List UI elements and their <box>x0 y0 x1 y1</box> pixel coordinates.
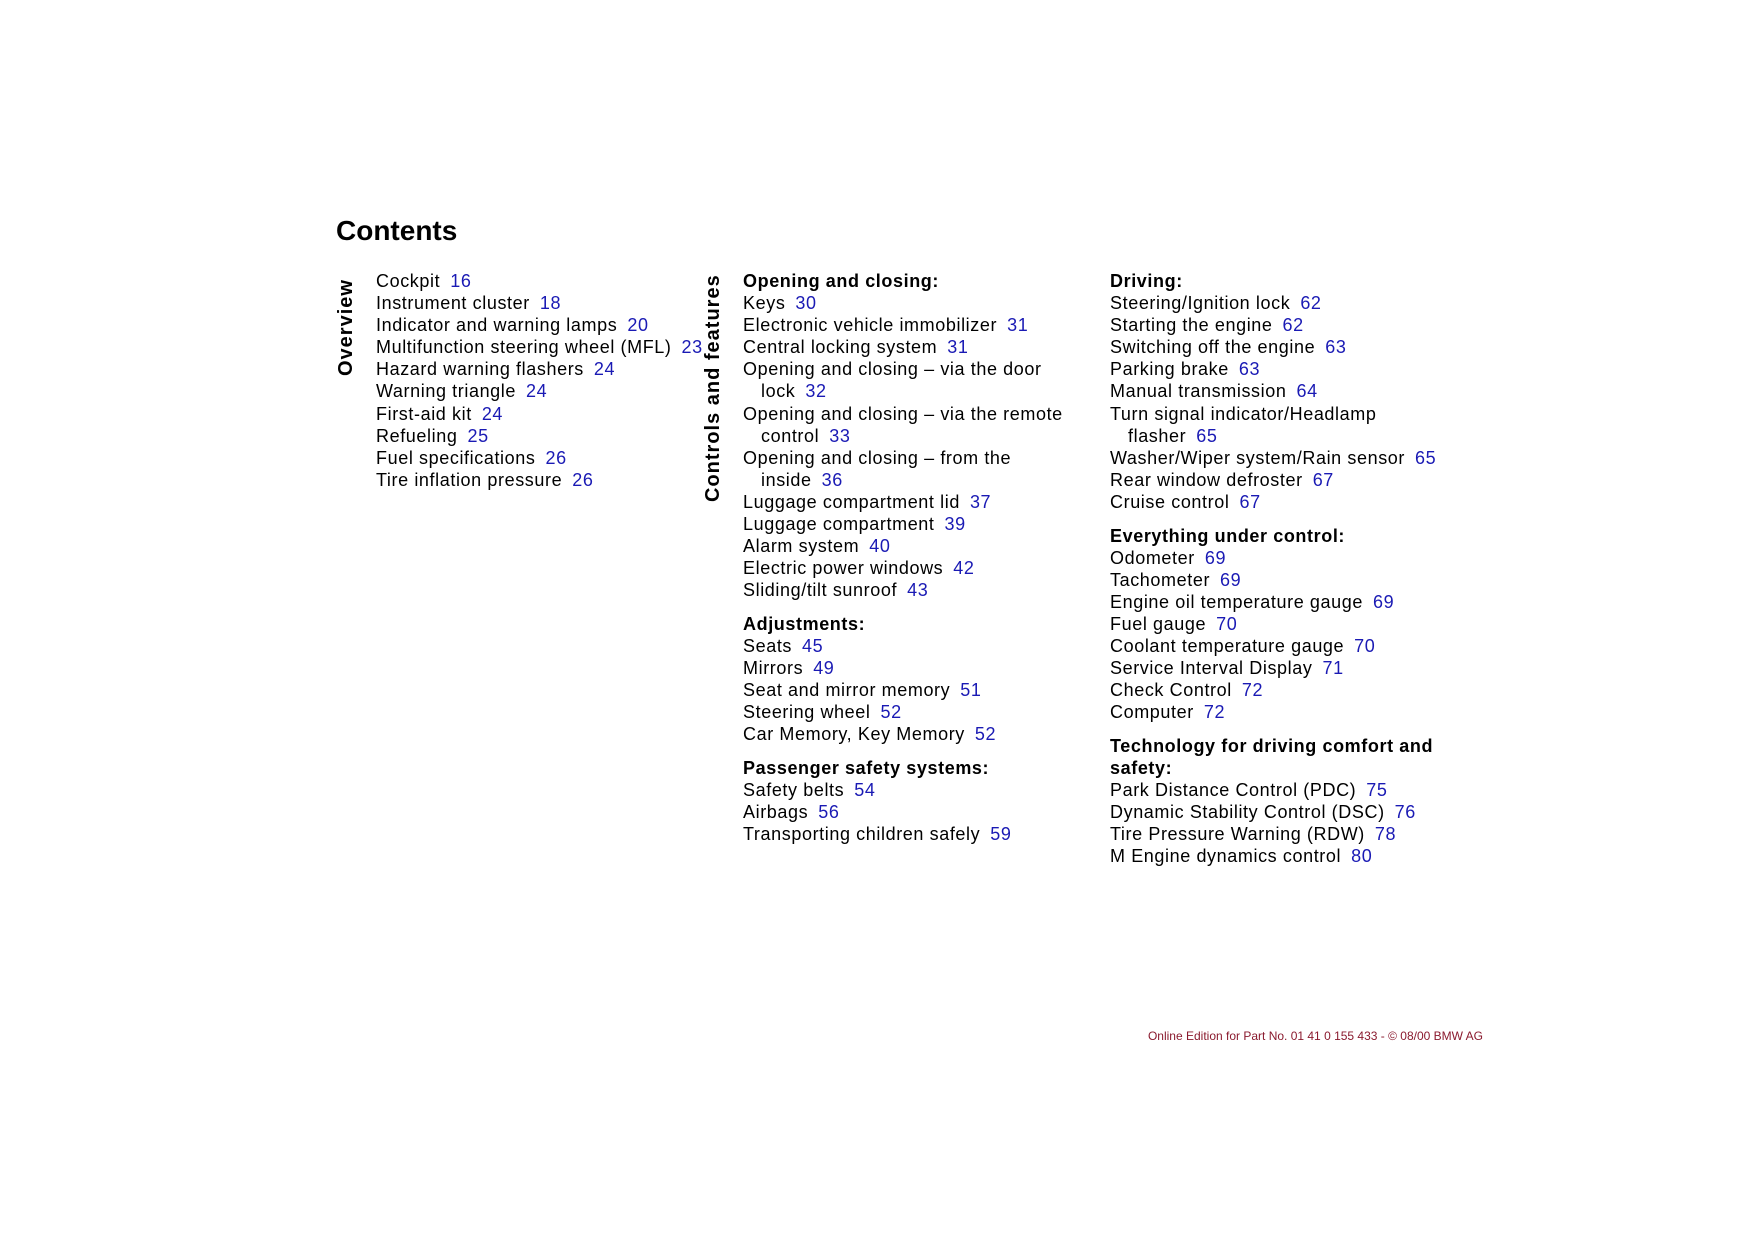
toc-entry-title: Rear window defroster <box>1110 469 1303 490</box>
toc-entry-title: Steering/Ignition lock <box>1110 293 1291 314</box>
toc-entry <box>376 358 706 380</box>
toc-group <box>1110 270 1440 513</box>
toc-entry-page-link[interactable]: 76 <box>1394 802 1416 823</box>
toc-entry-page-link[interactable]: 80 <box>1351 846 1373 867</box>
toc-entry-page-link[interactable]: 71 <box>1322 658 1344 679</box>
toc-entry <box>743 336 1073 358</box>
toc-entry <box>1110 801 1440 823</box>
toc-entry <box>743 635 1073 657</box>
toc-group-heading: Driving: <box>1110 271 1183 291</box>
toc-entry-page-link[interactable]: 70 <box>1216 613 1238 634</box>
toc-entry-page-link[interactable]: 65 <box>1196 425 1218 446</box>
toc-entry-page-link[interactable]: 25 <box>467 425 489 446</box>
toc-entry <box>743 491 1073 513</box>
toc-entry-page-link[interactable]: 63 <box>1325 337 1347 358</box>
toc-group-heading: Opening and closing: <box>743 271 939 291</box>
toc-entry-page-link[interactable]: 32 <box>805 381 827 402</box>
toc-entry-title: Computer <box>1110 702 1194 723</box>
toc-entry-page-link[interactable]: 65 <box>1415 447 1437 468</box>
toc-entry-page-link[interactable]: 54 <box>854 780 876 801</box>
toc-entry-title: Service Interval Display <box>1110 658 1313 679</box>
toc-entry <box>376 425 706 447</box>
toc-entry <box>1110 292 1440 314</box>
toc-entry-title: Cockpit <box>376 271 441 291</box>
toc-entry-page-link[interactable]: 31 <box>947 337 969 358</box>
toc-entry <box>1110 635 1440 657</box>
toc-entry-title: Car Memory, Key Memory <box>743 724 965 745</box>
toc-entry-page-link[interactable]: 16 <box>450 271 472 291</box>
toc-entry-title: Tire inflation pressure <box>376 469 563 490</box>
toc-entry-page-link[interactable]: 62 <box>1282 315 1304 336</box>
toc-entry-page-link[interactable]: 26 <box>545 447 567 468</box>
toc-entry-page-link[interactable]: 24 <box>481 403 504 424</box>
toc-entry-page-link[interactable]: 62 <box>1300 293 1322 314</box>
toc-entry-page-link[interactable]: 36 <box>821 469 843 490</box>
toc-entry <box>1110 779 1440 801</box>
toc-entry <box>376 314 706 336</box>
toc-entry-page-link[interactable]: 64 <box>1296 381 1318 402</box>
toc-entry <box>1110 701 1440 723</box>
toc-entry-page-link[interactable]: 69 <box>1204 547 1227 568</box>
toc-entry-title: Tire Pressure Warning (RDW) <box>1110 824 1365 845</box>
toc-entry <box>1110 380 1440 402</box>
toc-entry-page-link[interactable]: 78 <box>1374 824 1397 845</box>
section-label-controls: Controls and features <box>702 274 724 502</box>
toc-entry-title: Opening and closing – from the inside <box>743 447 1012 490</box>
toc-entry-title: Parking brake <box>1110 359 1229 380</box>
toc-entry-page-link[interactable]: 72 <box>1241 680 1264 701</box>
toc-entry-title: Park Distance Control (PDC) <box>1110 780 1357 801</box>
toc-entry-title: Fuel specifications <box>376 447 536 468</box>
toc-entry-title: Safety belts <box>743 780 845 801</box>
toc-entry-title: Indicator and warning lamps <box>376 315 618 336</box>
toc-entry <box>1110 403 1440 447</box>
toc-entry <box>1110 679 1440 701</box>
toc-entry-title: Multifunction steering wheel (MFL) <box>376 337 672 358</box>
toc-entry <box>743 557 1073 579</box>
toc-entry-page-link[interactable]: 69 <box>1372 591 1395 612</box>
toc-entry <box>376 447 706 469</box>
toc-entry-page-link[interactable]: 26 <box>572 469 594 490</box>
toc-group <box>743 613 1073 746</box>
toc-entry-title: Washer/Wiper system/Rain sensor <box>1110 447 1406 468</box>
toc-entry-page-link[interactable]: 67 <box>1239 491 1261 512</box>
toc-entry <box>743 801 1073 823</box>
toc-entry-title: Tachometer <box>1110 569 1211 590</box>
toc-group-heading: Technology for driving comfort and safety: <box>1110 735 1434 778</box>
toc-entry-page-link[interactable]: 63 <box>1238 359 1261 380</box>
toc-entry-page-link[interactable]: 75 <box>1366 780 1388 801</box>
toc-entry-title: Instrument cluster <box>376 293 530 314</box>
toc-entry-page-link[interactable]: 37 <box>969 491 992 512</box>
toc-entry <box>743 447 1073 491</box>
toc-entry-page-link[interactable]: 52 <box>880 702 902 723</box>
toc-entry <box>743 579 1073 601</box>
toc-entry-title: Fuel gauge <box>1110 613 1207 634</box>
toc-entry <box>376 292 706 314</box>
toc-entry-page-link[interactable]: 33 <box>829 425 851 446</box>
toc-entry <box>1110 823 1440 845</box>
toc-entry-page-link[interactable]: 45 <box>802 636 824 656</box>
toc-entry-page-link[interactable]: 43 <box>907 580 929 601</box>
toc-entry <box>1110 469 1440 491</box>
toc-entry-title: Luggage compartment <box>743 514 935 535</box>
toc-entry <box>1110 491 1440 513</box>
toc-entry-page-link[interactable]: 56 <box>818 802 840 823</box>
toc-entry <box>743 823 1073 845</box>
toc-entry-title: Switching off the engine <box>1110 337 1316 358</box>
toc-entry <box>1110 547 1440 569</box>
toc-entry-title: Odometer <box>1110 547 1195 568</box>
toc-entry <box>376 380 706 402</box>
toc-entry-page-link[interactable]: 69 <box>1220 569 1242 590</box>
toc-entry-page-link[interactable]: 42 <box>953 558 975 579</box>
toc-entry <box>743 292 1073 314</box>
toc-column-1 <box>376 270 706 491</box>
toc-entry-title: Check Control <box>1110 680 1232 701</box>
toc-entry-page-link[interactable]: 30 <box>795 293 817 314</box>
toc-entry <box>1110 569 1440 591</box>
toc-entry <box>743 314 1073 336</box>
toc-entry <box>743 723 1073 745</box>
toc-entry <box>1110 336 1440 358</box>
toc-entry-title: Transporting children safely <box>743 824 981 845</box>
toc-entry-title: Refueling <box>376 425 458 446</box>
toc-entry-title: Mirrors <box>743 658 804 679</box>
toc-column-2 <box>743 270 1073 845</box>
toc-entry-title: Central locking system <box>743 337 938 358</box>
toc-entry-page-link[interactable]: 24 <box>526 381 548 402</box>
toc-entry-page-link[interactable]: 39 <box>944 514 966 535</box>
toc-entry-page-link[interactable]: 31 <box>1007 315 1029 336</box>
toc-group-heading: Adjustments: <box>743 613 866 634</box>
toc-entry-title: Keys <box>743 293 786 314</box>
toc-entry <box>743 358 1073 402</box>
toc-entry-page-link[interactable]: 40 <box>869 536 891 557</box>
toc-entry-title: Coolant temperature gauge <box>1110 636 1345 656</box>
toc-entry-title: Electronic vehicle immobilizer <box>743 315 998 336</box>
toc-entry-title: Cruise control <box>1110 491 1230 512</box>
toc-entry-title: Electric power windows <box>743 558 944 579</box>
toc-entry-page-link[interactable]: 24 <box>593 359 616 380</box>
toc-column-3 <box>1110 270 1440 867</box>
toc-entry <box>376 270 706 292</box>
toc-entry-title: Sliding/tilt sunroof <box>743 580 898 601</box>
toc-entry-title: Alarm system <box>743 536 860 557</box>
footer-copyright: Online Edition for Part No. 01 41 0 155 433 - © 08/00 BMW AG <box>1147 1029 1483 1043</box>
toc-entry <box>743 779 1073 801</box>
toc-entry <box>1110 591 1440 613</box>
toc-entry-page-link[interactable]: 59 <box>990 824 1012 845</box>
toc-entry-title: Engine oil temperature gauge <box>1110 591 1363 612</box>
toc-group-heading: Passenger safety systems: <box>743 757 990 778</box>
toc-entry <box>1110 358 1440 380</box>
toc-entry-title: Opening and closing – via the door lock <box>743 359 1042 402</box>
toc-entry <box>1110 613 1440 635</box>
toc-entry <box>743 535 1073 557</box>
toc-entry-page-link[interactable]: 72 <box>1203 702 1226 723</box>
toc-entry <box>743 701 1073 723</box>
toc-entry <box>376 469 706 491</box>
toc-entry <box>743 657 1073 679</box>
toc-entry <box>1110 845 1440 867</box>
toc-group <box>743 270 1073 601</box>
toc-entry-page-link[interactable]: 20 <box>627 315 649 336</box>
toc-entry-title: Airbags <box>743 802 809 823</box>
toc-entry <box>376 403 706 425</box>
toc-entry <box>743 513 1073 535</box>
toc-entry-page-link[interactable]: 52 <box>974 724 997 745</box>
toc-group <box>1110 735 1440 868</box>
toc-group <box>743 757 1073 845</box>
toc-entry-title: Manual transmission <box>1110 381 1287 402</box>
toc-entry-title: Luggage compartment lid <box>743 491 960 512</box>
toc-entry <box>1110 314 1440 336</box>
toc-entry <box>1110 657 1440 679</box>
toc-group <box>1110 525 1440 724</box>
page-title: Contents <box>336 215 458 246</box>
toc-group <box>376 270 706 491</box>
toc-entry-page-link[interactable]: 18 <box>539 293 562 314</box>
toc-entry <box>376 336 706 358</box>
toc-entry-page-link[interactable]: 49 <box>813 658 835 679</box>
toc-entry-title: Warning triangle <box>376 381 516 402</box>
toc-entry-title: First-aid kit <box>376 403 472 424</box>
toc-entry-page-link[interactable]: 23 <box>681 337 703 358</box>
toc-entry <box>743 403 1073 447</box>
toc-entry-page-link[interactable]: 67 <box>1312 469 1334 490</box>
toc-entry-title: Starting the engine <box>1110 315 1273 336</box>
toc-entry-title: Steering wheel <box>743 702 871 723</box>
toc-entry-title: Hazard warning flashers <box>376 359 584 380</box>
section-label-overview: Overview <box>335 279 357 376</box>
toc-entry-page-link[interactable]: 51 <box>960 680 982 701</box>
toc-entry-title: Seats <box>743 636 793 656</box>
toc-group-heading: Everything under control: <box>1110 525 1346 546</box>
toc-entry-title: Opening and closing – via the remote control <box>743 403 1063 446</box>
toc-entry <box>743 679 1073 701</box>
toc-entry-page-link[interactable]: 70 <box>1354 636 1376 656</box>
toc-entry-title: Turn signal indicator/Headlamp flasher <box>1110 403 1377 446</box>
toc-entry-title: M Engine dynamics control <box>1110 846 1342 867</box>
toc-entry-title: Dynamic Stability Control (DSC) <box>1110 802 1385 823</box>
toc-entry-title: Seat and mirror memory <box>743 680 951 701</box>
toc-entry <box>1110 447 1440 469</box>
